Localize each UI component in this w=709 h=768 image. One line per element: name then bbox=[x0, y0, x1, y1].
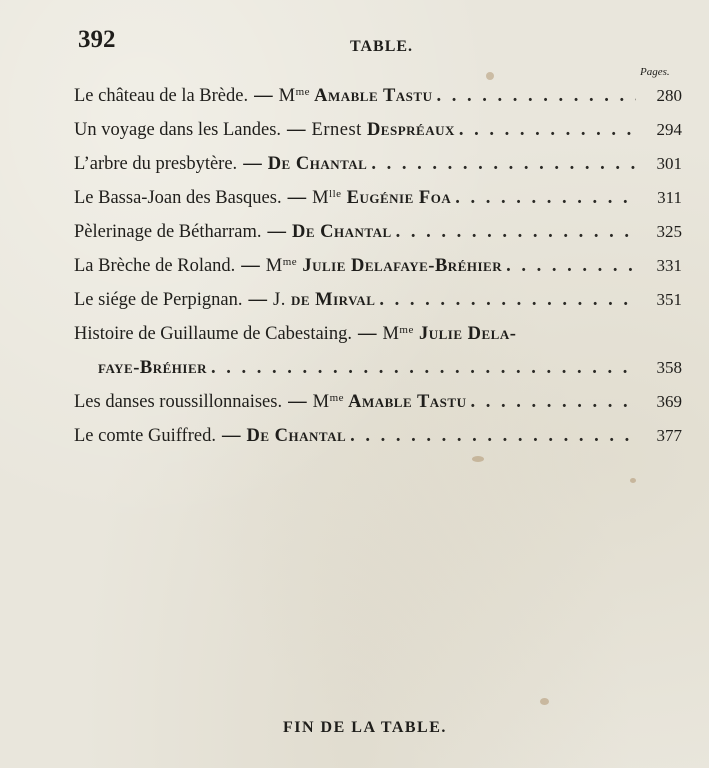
entry-author bbox=[313, 392, 467, 413]
toc-entry bbox=[74, 426, 682, 460]
toc-entry bbox=[74, 86, 682, 120]
author-name: De Chantal bbox=[291, 222, 392, 242]
entry-author bbox=[273, 290, 375, 311]
entry-author-continued bbox=[98, 358, 207, 379]
author-name: De Chantal bbox=[246, 426, 347, 446]
author-title-sup: me bbox=[282, 256, 298, 268]
entry-title: La Brèche de Roland. bbox=[74, 256, 236, 276]
entry-page: 331 bbox=[656, 256, 682, 275]
author-name: Julie Delafaye-Bréhier bbox=[297, 256, 503, 276]
toc-entry bbox=[74, 256, 682, 290]
author-prefix: J. bbox=[273, 290, 291, 310]
toc-entry-line-1 bbox=[74, 324, 682, 358]
entry-author bbox=[312, 120, 455, 141]
toc-entry bbox=[74, 188, 682, 222]
entry-title: Le siége de Perpignan. bbox=[74, 290, 243, 310]
author-name-part-1: Julie Dela- bbox=[413, 324, 517, 344]
entry-author bbox=[279, 86, 433, 107]
author-prefix: Ernest bbox=[311, 120, 367, 140]
dot-leader bbox=[350, 426, 636, 447]
author-name: Amable Tastu bbox=[310, 86, 433, 106]
paper-stain bbox=[486, 72, 494, 80]
author-title-sup: me bbox=[329, 392, 345, 404]
author-prefix: M bbox=[265, 256, 283, 276]
page-number: 392 bbox=[78, 26, 116, 53]
author-prefix: M bbox=[312, 392, 330, 412]
author-title-sup: me bbox=[295, 86, 311, 98]
author-prefix: M bbox=[312, 188, 330, 208]
paper-stain bbox=[630, 478, 636, 483]
author-name-part-2: faye-Bréhier bbox=[98, 358, 208, 378]
entry-title: Histoire de Guillaume de Cabestaing. bbox=[74, 324, 352, 344]
table-of-contents bbox=[74, 86, 682, 460]
entry-page: 301 bbox=[656, 154, 682, 173]
paper-stain bbox=[472, 456, 484, 462]
entry-dash: — bbox=[221, 426, 241, 446]
entry-dash: — bbox=[254, 86, 273, 106]
dot-leader bbox=[371, 154, 636, 175]
entry-title: Le château de la Brède. bbox=[74, 86, 249, 106]
dot-leader bbox=[455, 188, 636, 209]
paper-stain bbox=[540, 698, 549, 705]
dot-leader bbox=[470, 392, 636, 413]
entry-dash: — bbox=[243, 154, 262, 174]
pages-column-label: Pages. bbox=[640, 66, 670, 78]
author-title-sup: lle bbox=[329, 188, 342, 200]
entry-title: L’arbre du presbytère. bbox=[74, 154, 238, 174]
entry-page: 280 bbox=[656, 86, 682, 105]
entry-dash: — bbox=[288, 392, 307, 412]
author-prefix: M bbox=[278, 86, 296, 106]
entry-author bbox=[268, 154, 368, 175]
dot-leader bbox=[396, 222, 636, 243]
author-prefix: M bbox=[382, 324, 400, 344]
author-name: Despréaux bbox=[366, 120, 455, 140]
dot-leader bbox=[211, 358, 636, 379]
entry-title: Le Bassa-Joan des Basques. bbox=[74, 188, 282, 208]
entry-author bbox=[246, 426, 346, 447]
toc-entry-line-2 bbox=[74, 358, 682, 392]
dot-leader bbox=[506, 256, 636, 277]
author-name: Eugénie Foa bbox=[341, 188, 452, 208]
entry-page: 294 bbox=[656, 120, 682, 139]
entry-dash: — bbox=[357, 324, 377, 344]
dot-leader bbox=[459, 120, 636, 141]
entry-page: 351 bbox=[656, 290, 682, 309]
dot-leader bbox=[436, 86, 636, 107]
entry-dash: — bbox=[248, 290, 267, 310]
entry-author bbox=[266, 256, 502, 277]
dot-leader bbox=[379, 290, 636, 311]
entry-author bbox=[312, 188, 451, 209]
entry-author bbox=[382, 324, 516, 345]
entry-dash: — bbox=[287, 188, 307, 208]
author-name: De Chantal bbox=[267, 154, 368, 174]
running-head: TABLE. bbox=[350, 38, 414, 55]
entry-page: 358 bbox=[656, 358, 682, 377]
toc-entry bbox=[74, 154, 682, 188]
entry-page: 311 bbox=[657, 188, 682, 207]
entry-title: Un voyage dans les Landes. bbox=[74, 120, 282, 140]
end-of-table: FIN DE LA TABLE. bbox=[283, 719, 447, 736]
entry-page: 369 bbox=[656, 392, 682, 411]
entry-dash: — bbox=[267, 222, 286, 242]
toc-entry bbox=[74, 120, 682, 154]
entry-page: 325 bbox=[656, 222, 682, 241]
entry-title: Pèlerinage de Bétharram. bbox=[74, 222, 262, 242]
entry-title: Les danses roussillonnaises. bbox=[74, 392, 283, 412]
entry-title: Le comte Guiffred. bbox=[74, 426, 216, 446]
entry-author bbox=[292, 222, 392, 243]
toc-entry bbox=[74, 290, 682, 324]
author-name: de Mirval bbox=[290, 290, 376, 310]
toc-entry bbox=[74, 222, 682, 256]
entry-dash: — bbox=[241, 256, 260, 276]
author-name: Amable Tastu bbox=[344, 392, 467, 412]
toc-entry bbox=[74, 392, 682, 426]
entry-dash: — bbox=[287, 120, 306, 140]
author-title-sup: me bbox=[399, 324, 414, 336]
entry-page: 377 bbox=[656, 426, 682, 445]
